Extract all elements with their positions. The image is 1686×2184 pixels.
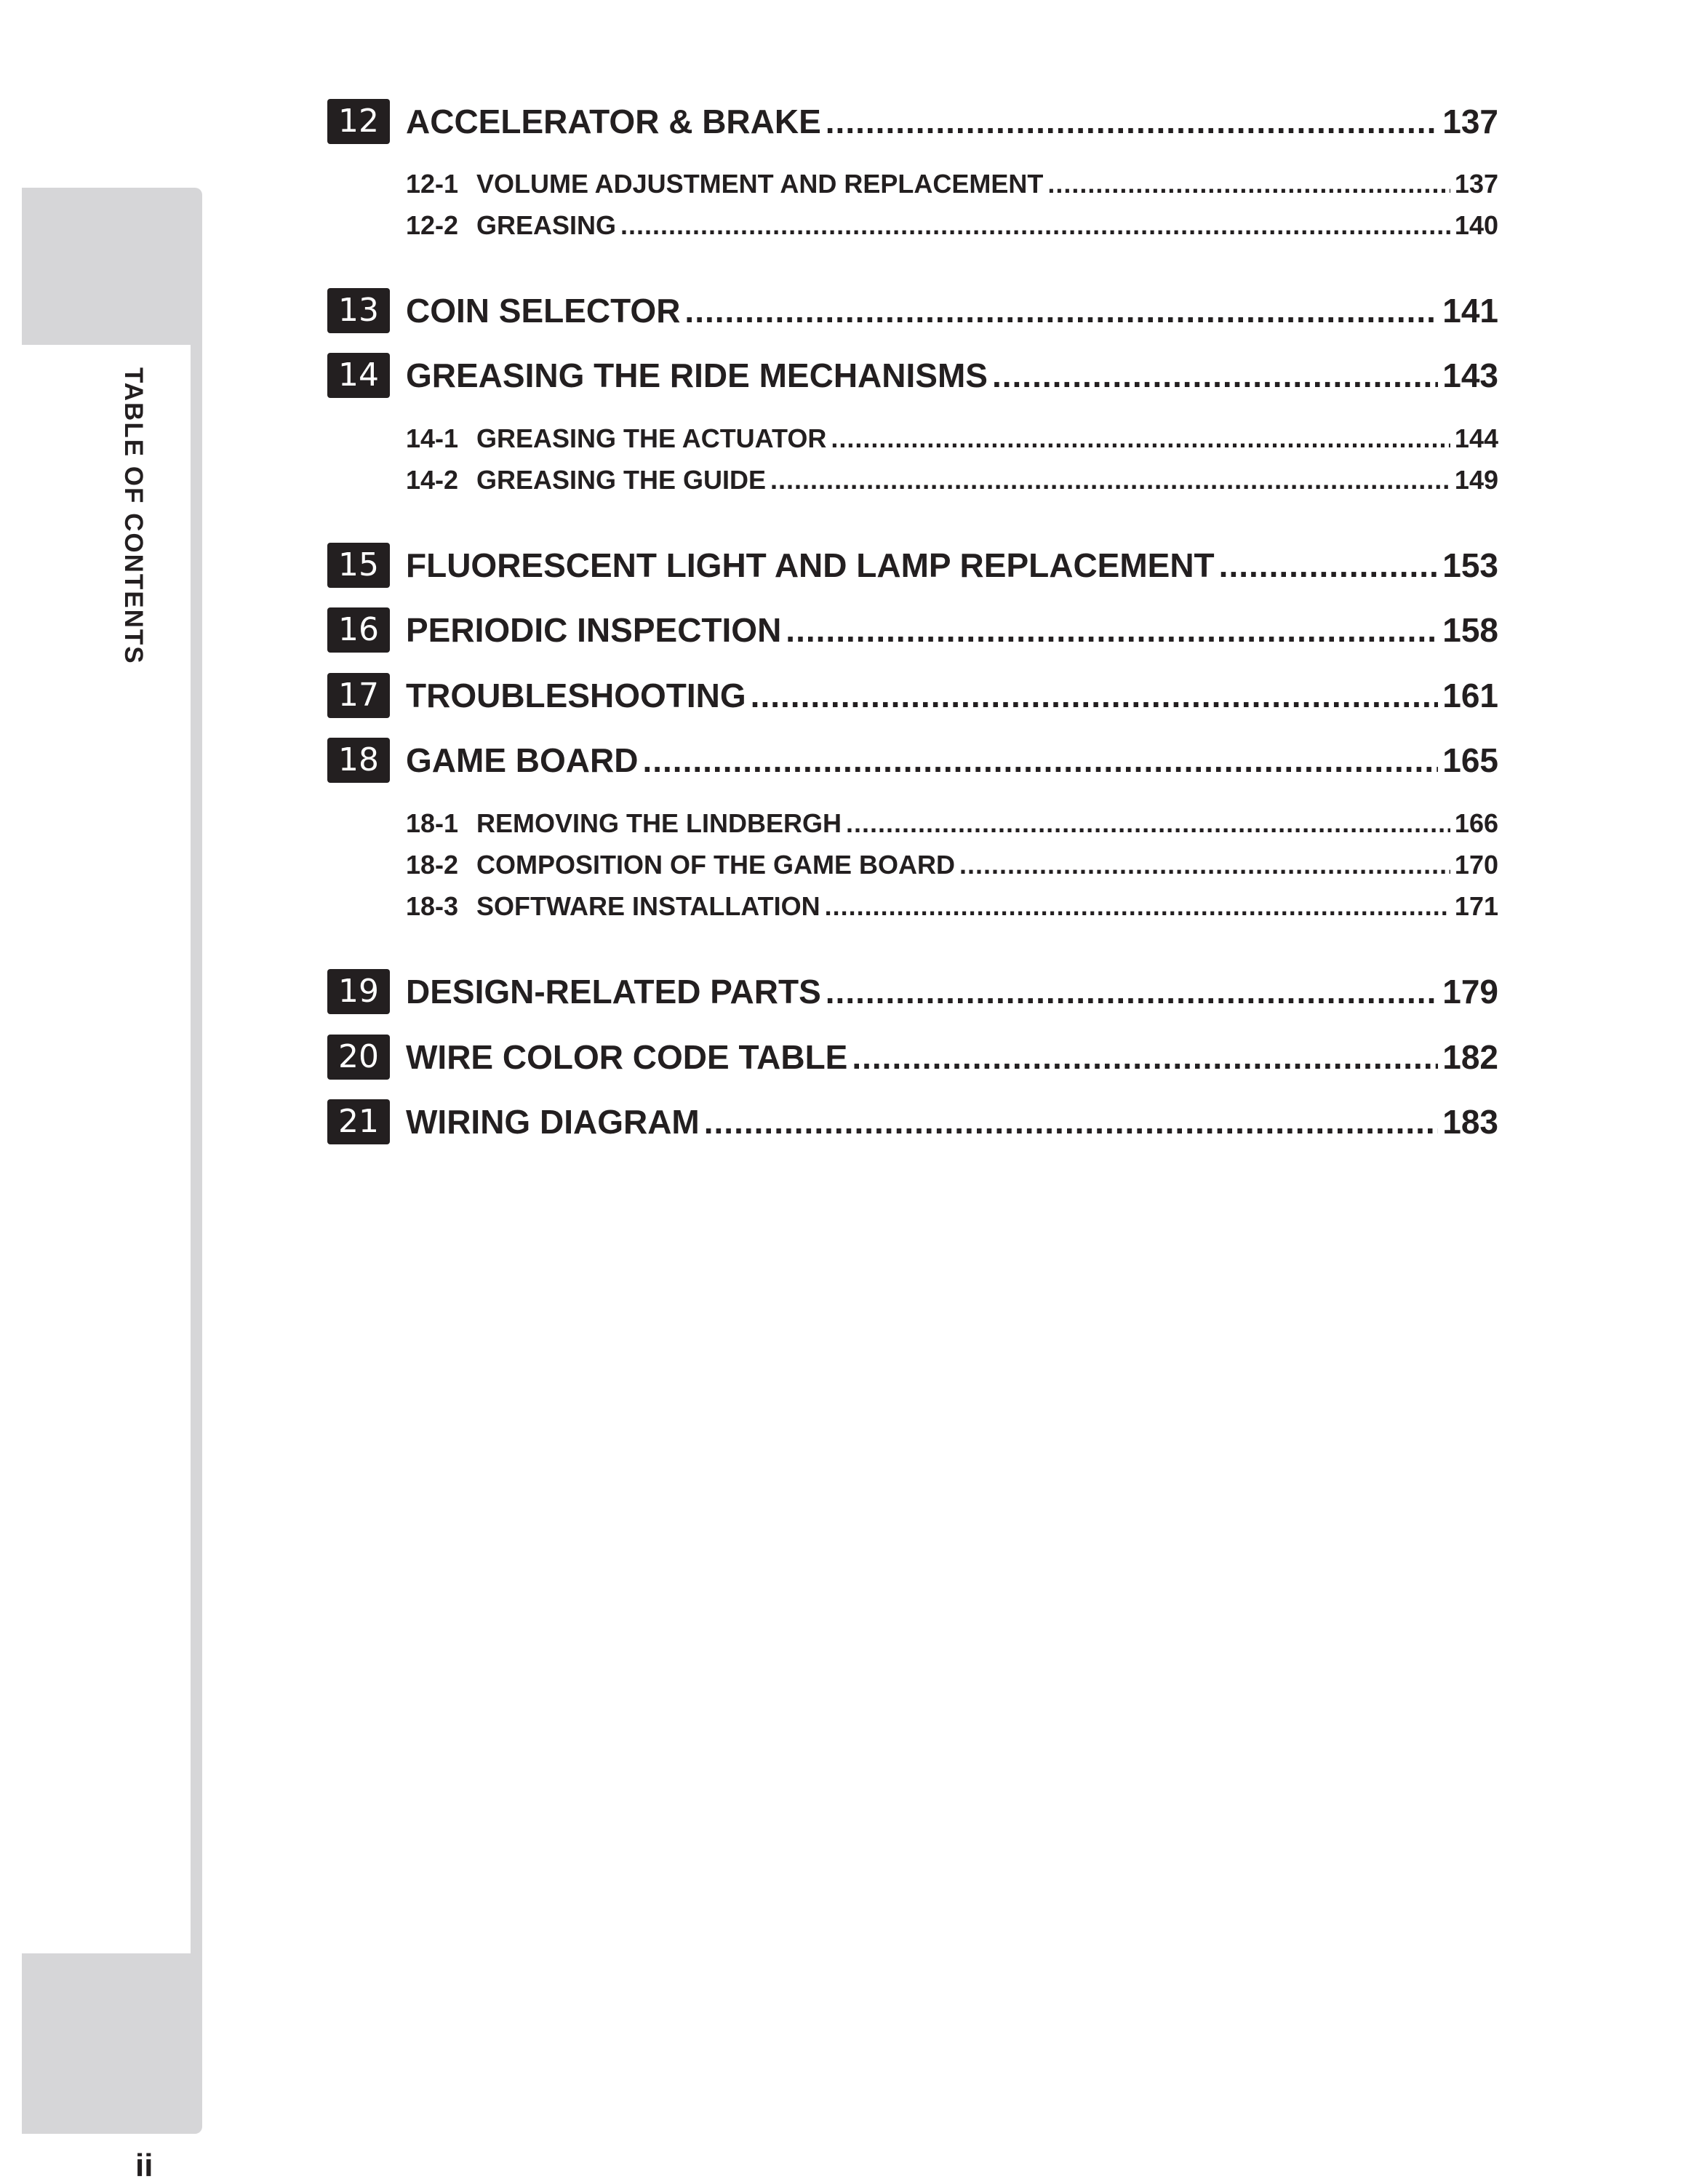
toc-entry-line (406, 169, 1498, 199)
chapter-title: PERIODIC INSPECTION (406, 611, 782, 649)
toc-entry-line (406, 808, 1498, 839)
subsection-title: VOLUME ADJUSTMENT AND REPLACEMENT (476, 169, 1044, 199)
page-number: 165 (1442, 741, 1498, 779)
page-number: 182 (1442, 1038, 1498, 1076)
toc-entry-line (406, 291, 1498, 330)
toc-subsection-18-2[interactable] (406, 850, 1498, 882)
dot-leader (770, 465, 1450, 495)
page-folio: ii (135, 2148, 153, 2183)
page-number: 137 (1442, 103, 1498, 140)
subsection-title: GREASING THE GUIDE (476, 465, 767, 495)
page-number: 161 (1442, 677, 1498, 714)
dot-leader (959, 850, 1450, 880)
dot-leader (846, 808, 1450, 839)
page-number: 143 (1442, 356, 1498, 394)
subsection-number: 12-2 (406, 210, 459, 240)
dot-leader (684, 291, 1438, 330)
toc-entry-line (406, 741, 1498, 780)
subsection-title: COMPOSITION OF THE GAME BOARD (476, 850, 956, 880)
chapter-title: FLUORESCENT LIGHT AND LAMP REPLACEMENT (406, 546, 1215, 584)
toc-entry-line (406, 546, 1498, 585)
toc-chapter-15[interactable] (327, 543, 1498, 589)
toc-chapter-12[interactable] (327, 99, 1498, 146)
subsection-title: GREASING (476, 210, 617, 240)
dot-leader (831, 423, 1450, 454)
toc-entry-line (406, 850, 1498, 880)
chapter-number-badge: 17 (327, 673, 390, 718)
toc-entry-line (406, 356, 1498, 395)
chapter-title: ACCELERATOR & BRAKE (406, 103, 821, 140)
dot-leader (825, 891, 1450, 922)
toc-entry-line (406, 610, 1498, 650)
dot-leader (786, 610, 1438, 650)
chapter-title: WIRE COLOR CODE TABLE (406, 1038, 848, 1076)
toc-entry-line (406, 465, 1498, 495)
chapter-number-badge: 15 (327, 543, 390, 588)
chapter-title: TROUBLESHOOTING (406, 677, 746, 714)
dot-leader (642, 741, 1438, 780)
toc-entry-line (406, 423, 1498, 454)
toc-subsection-12-2[interactable] (406, 210, 1498, 242)
page-number: 170 (1454, 850, 1498, 880)
toc-subsection-18-3[interactable] (406, 891, 1498, 923)
page-number: 149 (1454, 465, 1498, 495)
chapter-title: GAME BOARD (406, 741, 639, 779)
dot-leader (852, 1037, 1438, 1077)
side-tab-strip (191, 345, 202, 1953)
dot-leader (1047, 169, 1450, 199)
toc-chapter-17[interactable] (327, 673, 1498, 720)
chapter-title: DESIGN-RELATED PARTS (406, 973, 821, 1011)
chapter-title: GREASING THE RIDE MECHANISMS (406, 356, 988, 394)
toc-subsection-14-1[interactable] (406, 423, 1498, 455)
dot-leader (826, 102, 1438, 141)
toc-entry-line (406, 1102, 1498, 1141)
page-number: 171 (1454, 891, 1498, 921)
side-tab-label: TABLE OF CONTENTS (119, 367, 148, 665)
chapter-number-badge: 18 (327, 738, 390, 783)
toc-chapter-19[interactable] (327, 969, 1498, 1016)
chapter-number-badge: 16 (327, 607, 390, 653)
dot-leader (751, 676, 1439, 715)
subsection-number: 18-2 (406, 850, 459, 880)
toc-entry-line (406, 210, 1498, 241)
toc-chapter-16[interactable] (327, 607, 1498, 654)
side-tab-bottom (22, 1953, 202, 2134)
toc-chapter-20[interactable] (327, 1035, 1498, 1081)
dot-leader (826, 972, 1438, 1011)
subsection-title: SOFTWARE INSTALLATION (476, 891, 820, 921)
page-number: 179 (1442, 973, 1498, 1011)
dot-leader (704, 1102, 1439, 1141)
subsection-number: 18-1 (406, 808, 459, 838)
subsection-number: 14-1 (406, 423, 459, 453)
chapter-number-badge: 14 (327, 353, 390, 398)
page-number: 183 (1442, 1103, 1498, 1141)
page-number: 140 (1454, 210, 1498, 240)
subsection-number: 14-2 (406, 465, 459, 495)
toc-entry-line (406, 676, 1498, 715)
dot-leader (1219, 546, 1439, 585)
page-number: 137 (1454, 169, 1498, 199)
toc-entry-line (406, 1037, 1498, 1077)
chapter-number-badge: 19 (327, 969, 390, 1014)
page-number: 144 (1454, 423, 1498, 453)
chapter-title: WIRING DIAGRAM (406, 1103, 700, 1141)
dot-leader (992, 356, 1438, 395)
subsection-title: GREASING THE ACTUATOR (476, 423, 827, 453)
dot-leader (620, 210, 1450, 241)
toc-entry-line (406, 891, 1498, 922)
toc-entry-line (406, 972, 1498, 1011)
chapter-number-badge: 21 (327, 1099, 390, 1144)
subsection-number: 18-3 (406, 891, 459, 921)
subsection-title: REMOVING THE LINDBERGH (476, 808, 842, 838)
toc-subsection-18-1[interactable] (406, 808, 1498, 840)
toc-chapter-21[interactable] (327, 1099, 1498, 1146)
chapter-number-badge: 12 (327, 99, 390, 144)
toc-subsection-14-2[interactable] (406, 465, 1498, 497)
page-number: 158 (1442, 611, 1498, 649)
page-number: 153 (1442, 546, 1498, 584)
page-number: 166 (1454, 808, 1498, 838)
chapter-number-badge: 20 (327, 1035, 390, 1080)
toc-chapter-18[interactable] (327, 738, 1498, 784)
chapter-title: COIN SELECTOR (406, 292, 681, 330)
chapter-number-badge: 13 (327, 288, 390, 333)
toc-chapter-13[interactable] (327, 288, 1498, 335)
toc-entry-line (406, 102, 1498, 141)
toc-subsection-12-1[interactable] (406, 169, 1498, 201)
subsection-number: 12-1 (406, 169, 459, 199)
page-number: 141 (1442, 292, 1498, 330)
toc-chapter-14[interactable] (327, 353, 1498, 399)
side-tab-top (22, 188, 202, 345)
